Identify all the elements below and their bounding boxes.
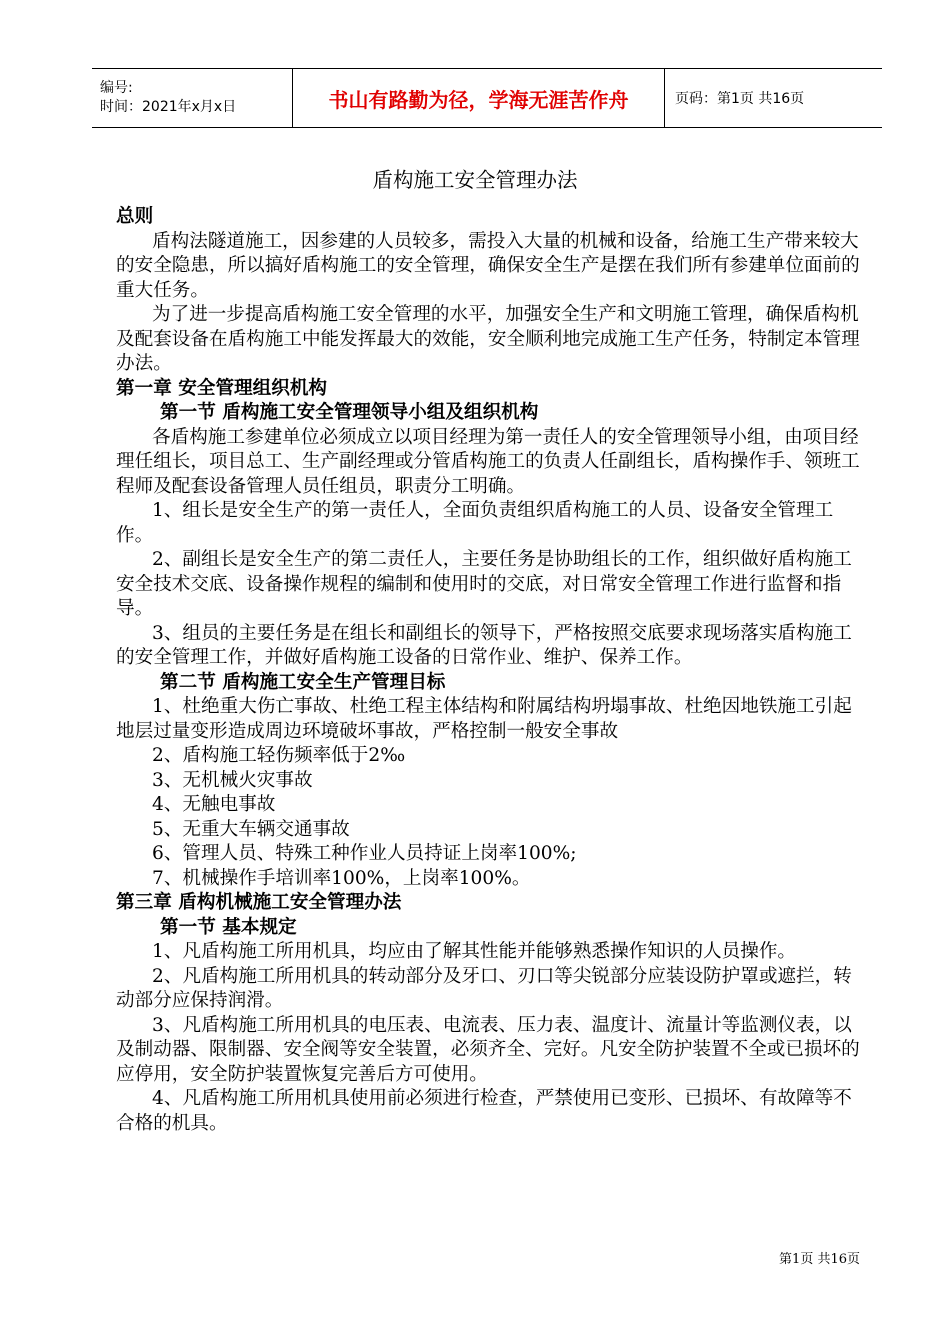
page-header	[92, 68, 882, 128]
paragraph: 3、凡盾构施工所用机具的电压表、电流表、压力表、温度计、流量计等监测仪表，以及制动器、限制器、安全阀等安全装置，必须齐全、完好。凡安全防护装置不全或已损坏的应停用，安全防护装置恢复完善后方可使用。	[116, 1014, 860, 1085]
paragraph: 盾构法隧道施工，因参建的人员较多，需投入大量的机械和设备，给施工生产带来较大的安全隐患，所以搞好盾构施工的安全管理，确保安全生产是摆在我们所有参建单位面前的重大任务。	[116, 230, 860, 301]
document-body	[116, 205, 864, 1136]
paragraph: 2、副组长是安全生产的第二责任人，主要任务是协助组长的工作，组织做好盾构施工安全技术交底、设备操作规程的编制和使用时的交底，对日常安全管理工作进行监督和指导。	[116, 549, 852, 619]
general-heading: 总则	[116, 206, 154, 227]
list-item: 2、盾构施工轻伤频率低于2‰	[152, 745, 406, 766]
header-motto-cell	[293, 69, 665, 127]
paragraph: 1、组长是安全生产的第一责任人，全面负责组织盾构施工的人员、设备安全管理工作。	[116, 500, 834, 546]
paragraph: 为了进一步提高盾构施工安全管理的水平，加强安全生产和文明施工管理，确保盾构机及配套设备在盾构施工中能发挥最大的效能，安全顺利地完成施工生产任务，特制定本管理办法。	[116, 304, 860, 374]
list-item: 4、无触电事故	[152, 794, 276, 815]
paragraph: 1、凡盾构施工所用机具，均应由了解其性能并能够熟悉操作知识的人员操作。	[152, 941, 797, 962]
time-label: 时间：2021年x月x日	[100, 99, 237, 115]
document-title: 盾构施工安全管理办法	[372, 168, 578, 192]
list-item: 6、管理人员、特殊工种作业人员持证上岗率100%;	[152, 843, 577, 864]
section-heading: 第一节 基本规定	[160, 916, 297, 938]
paragraph: 2、凡盾构施工所用机具的转动部分及牙口、刃口等尖锐部分应装设防护罩或遮拦，转动部分应保持润滑。	[116, 965, 852, 1011]
paragraph: 3、组员的主要任务是在组长和副组长的领导下，严格按照交底要求现场落实盾构施工的安全管理工作，并做好盾构施工设备的日常作业、维护、保养工作。	[116, 622, 852, 668]
chapter-heading: 第一章 安全管理组织机构	[116, 377, 328, 399]
motto-text: 书山有路勤为径，学海无涯苦作舟	[328, 87, 629, 112]
list-item: 3、无机械火灾事故	[152, 769, 313, 791]
chapter-heading: 第三章 盾构机械施工安全管理办法	[116, 892, 402, 913]
code-label: 编号:	[100, 80, 133, 96]
header-left-cell	[92, 69, 293, 127]
header-right-cell	[665, 69, 882, 127]
section-heading: 第一节 盾构施工安全管理领导小组及组织机构	[160, 402, 539, 423]
page-footer: 第1页 共16页	[779, 1252, 860, 1267]
paragraph: 1、杜绝重大伤亡事故、杜绝工程主体结构和附属结构坍塌事故、杜绝因地铁施工引起地层过量变形造成周边环境破坏事故，严格控制一般安全事故	[116, 696, 852, 742]
page-label: 页码：第1页 共16页	[675, 91, 805, 107]
list-item: 5、无重大车辆交通事故	[152, 818, 350, 840]
list-item: 7、机械操作手培训率100%，上岗率100%。	[152, 867, 531, 889]
section-heading: 第二节 盾构施工安全生产管理目标	[160, 671, 446, 693]
paragraph: 4、凡盾构施工所用机具使用前必须进行检查，严禁使用已变形、已损坏、有故障等不合格的机具。	[116, 1088, 852, 1134]
paragraph: 各盾构施工参建单位必须成立以项目经理为第一责任人的安全管理领导小组，由项目经理任组长，项目总工、生产副经理或分管盾构施工的负责人任副组长，盾构操作手、领班工程师及配套设备管理人员任组员，职责分工明确。	[116, 426, 860, 497]
